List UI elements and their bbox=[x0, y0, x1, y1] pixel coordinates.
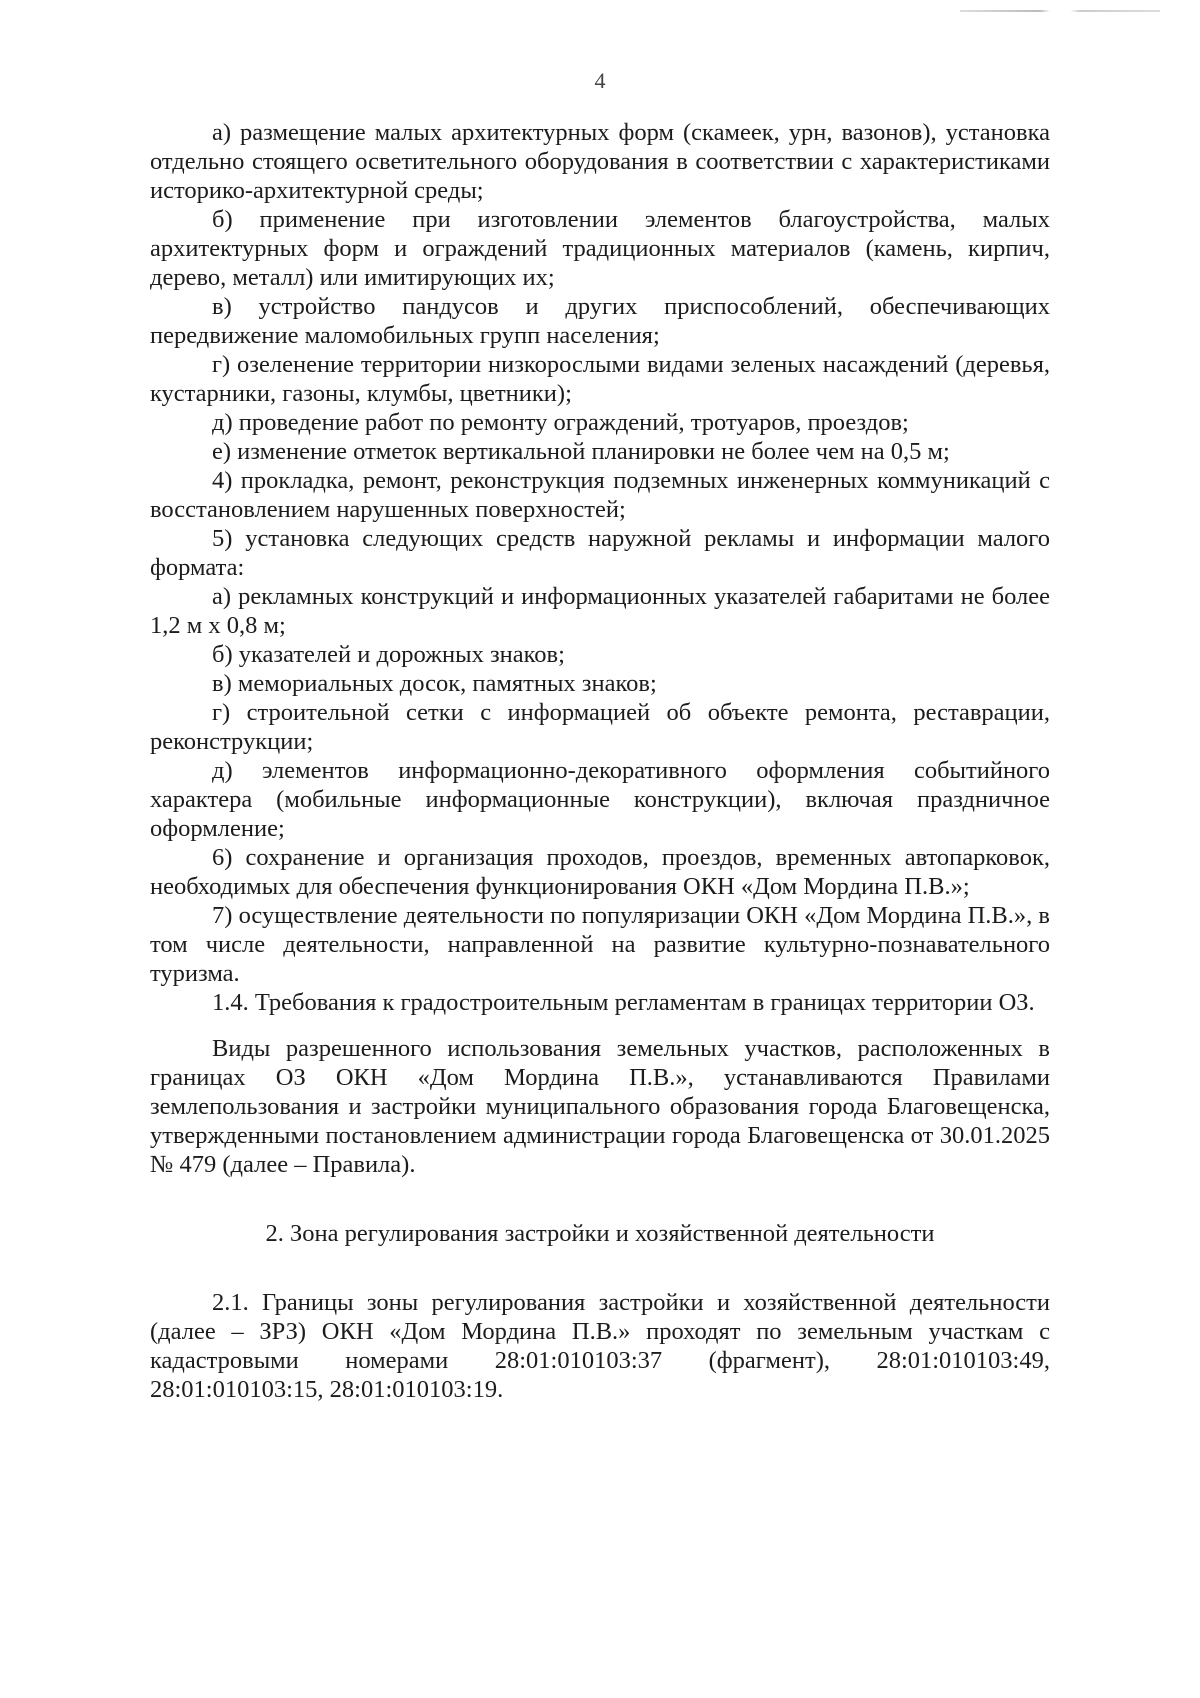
scan-edge-mark bbox=[960, 10, 1160, 12]
section-2-heading: 2. Зона регулирования застройки и хозяйственной деятельности bbox=[265, 1220, 935, 1247]
paragraph-item-a-small-forms: а) размещение малых архитектурных форм (скамеек, урн, вазонов), установка отдельно стоящего осветительного оборудования в соответствии с характеристиками историко-архитектурной среды; bbox=[150, 119, 1050, 204]
paragraph-item-b-materials: б) применение при изготовлении элементов благоустройства, малых архитектурных форм и ограждений традиционных материалов (камень, кирпич, дерево, металл) или имитирующих их; bbox=[150, 206, 1050, 291]
paragraph-sub-g-construction-net: г) строительной сетки с информацией об объекте ремонта, реставрации, реконструкции; bbox=[150, 699, 1050, 755]
paragraph-sub-a-ad-structures: а) рекламных конструкций и информационных указателей габаритами не более 1,2 м х 0,8 м; bbox=[150, 583, 1050, 639]
paragraph-1-4-requirements: 1.4. Требования к градостроительным регламентам в границах территории ОЗ. bbox=[212, 989, 1035, 1016]
paragraph-sub-v-plaques: в) мемориальных досок, памятных знаков; bbox=[212, 670, 657, 697]
document-body bbox=[150, 118, 1050, 1404]
paragraph-2-1-boundaries: 2.1. Границы зоны регулирования застройки и хозяйственной деятельности (далее – ЗРЗ) ОКН «Дом Мордина П.В.» проходят по земельным участкам с кадастровыми номерами 28:01:010103:37 (фрагмент), 28:01:010103:49, 28:01:010103:15, 28:01:010103:19. bbox=[150, 1289, 1050, 1403]
paragraph-item-4-utilities: 4) прокладка, ремонт, реконструкция подземных инженерных коммуникаций с восстановлением нарушенных поверхностей; bbox=[150, 467, 1050, 523]
paragraph-permitted-uses: Виды разрешенного использования земельных участков, расположенных в границах ОЗ ОКН «Дом Мордина П.В.», устанавливаются Правилами землепользования и застройки муниципального образования города Благовещенска, утвержденными постановлением администрации города Благовещенска от 30.01.2025 № 479 (далее – Правила). bbox=[150, 1035, 1050, 1178]
paragraph-item-5-advertising: 5) установка следующих средств наружной рекламы и информации малого формата: bbox=[150, 525, 1050, 581]
paragraph-sub-d-decorative: д) элементов информационно-декоративного оформления событийного характера (мобильные информационные конструкции), включая праздничное оформление; bbox=[150, 757, 1050, 842]
paragraph-item-e-grading: е) изменение отметок вертикальной планировки не более чем на 0,5 м; bbox=[212, 438, 950, 465]
paragraph-item-d-repairs: д) проведение работ по ремонту ограждений, тротуаров, проездов; bbox=[212, 409, 909, 436]
paragraph-item-6-passages: 6) сохранение и организация проходов, проездов, временных автопарковок, необходимых для обеспечения функционирования ОКН «Дом Мордина П.В.»; bbox=[150, 844, 1050, 900]
paragraph-item-g-greening: г) озеленение территории низкорослыми видами зеленых насаждений (деревья, кустарники, газоны, клумбы, цветники); bbox=[150, 351, 1050, 407]
paragraph-item-7-popularization: 7) осуществление деятельности по популяризации ОКН «Дом Мордина П.В.», в том числе деятельности, направленной на развитие культурно-познавательного туризма. bbox=[150, 902, 1050, 987]
paragraph-item-v-ramps: в) устройство пандусов и других приспособлений, обеспечивающих передвижение маломобильных групп населения; bbox=[150, 293, 1050, 349]
paragraph-sub-b-signs: б) указателей и дорожных знаков; bbox=[212, 641, 565, 668]
page-number: 4 bbox=[594, 68, 606, 93]
